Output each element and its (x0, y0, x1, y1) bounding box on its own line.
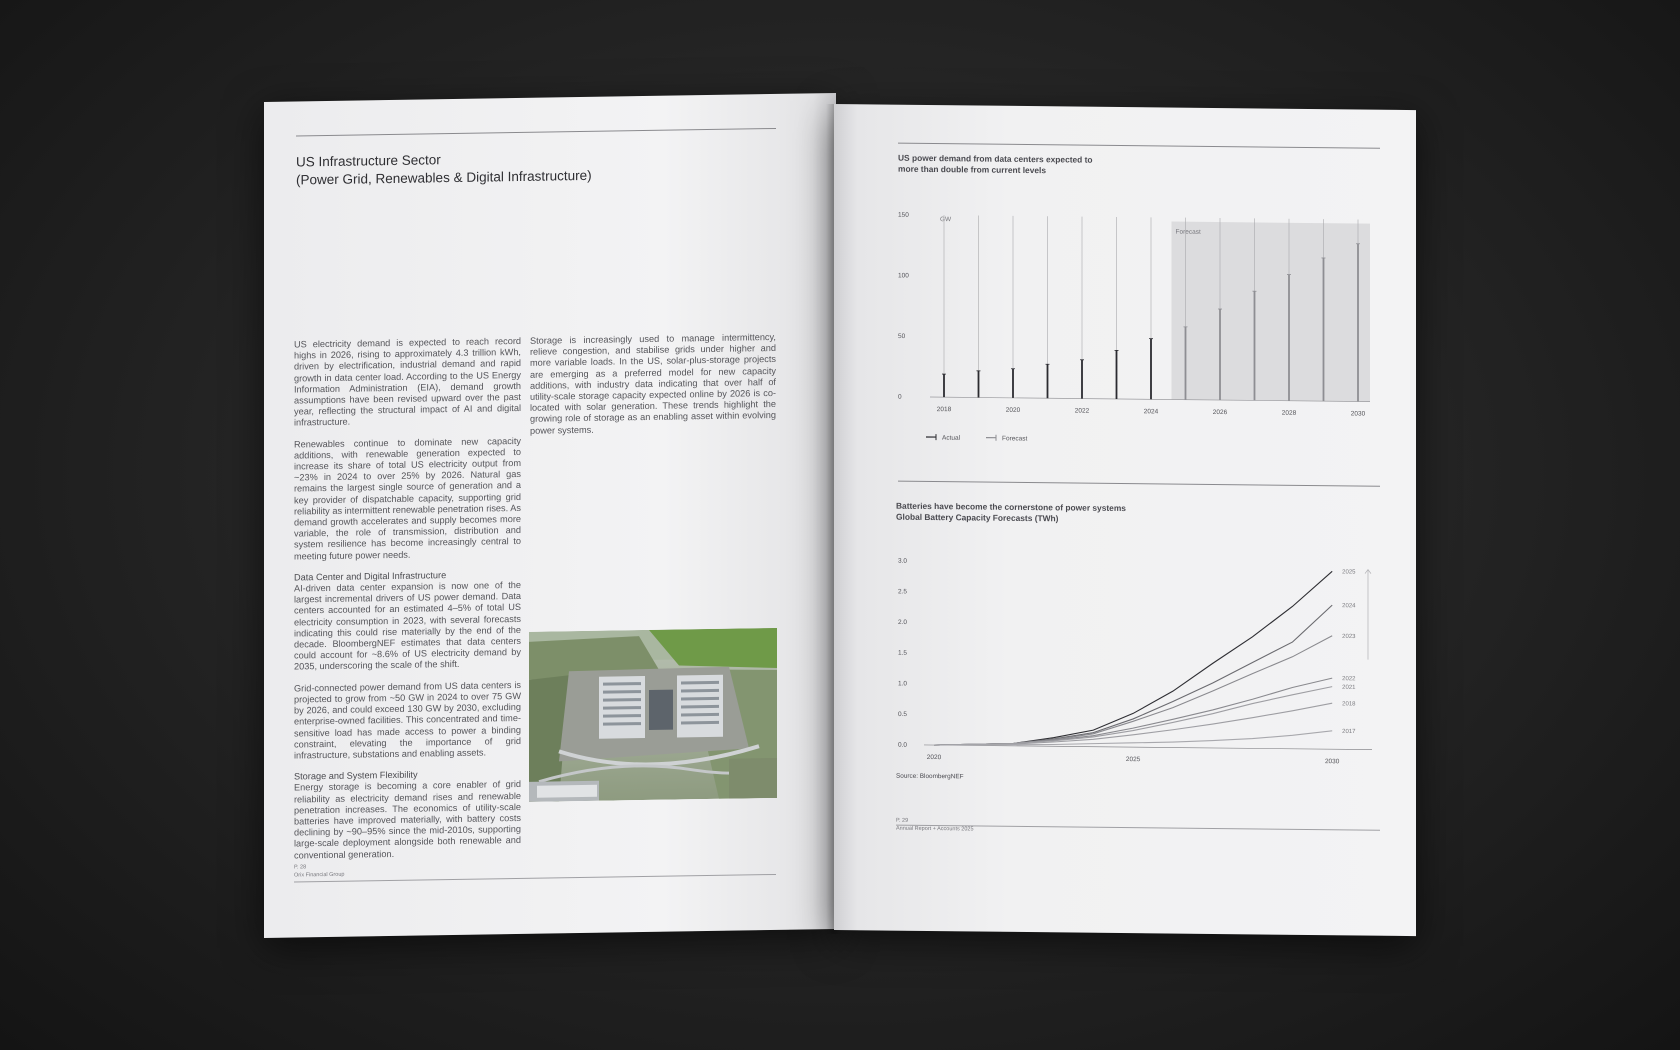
y-tick-label: 1.0 (898, 680, 908, 688)
series-line-2023 (934, 632, 1332, 750)
series-label-2025: 2025 (1342, 569, 1356, 576)
top-rule (296, 128, 776, 137)
series-line-2024 (934, 601, 1332, 749)
x-tick-label-2024: 2024 (1143, 408, 1159, 416)
title-line-2: (Power Grid, Renewables & Digital Infrastructure) (296, 167, 592, 188)
forecast-region-label: Forecast (1175, 228, 1201, 236)
page-title (296, 148, 616, 189)
y-tick-label: 0.5 (898, 711, 908, 719)
data-center-aerial-photo (529, 628, 777, 802)
series-line-2022 (934, 674, 1332, 749)
subheading-data-center: Data Center and Digital Infrastructure (294, 569, 447, 583)
right-page-number: P. 29 (896, 817, 909, 824)
paragraph-data-center: AI-driven data center expansion is now one of the largest incremental drivers of US power demand. Data centers accounted for an estimated 4–5% of total US electricity consumption in 2023, with several forecasts indicating this could rise materially by the end of the decade. BloombergNEF estimates that data centers could account for ~8.6% of US electricity demand by 2035, underscoring the scale of the shift. (294, 580, 521, 673)
paragraph-renewables: Renewables continue to dominate new capacity additions, with renewable generation expected to increase its share of total US electricity output from ~23% in 2024 to over 25% by 2026. Natural gas remains the largest single source of generation and a key provider of dispatchable capacity, supporting grid reliability as intermittent renewable penetration rises. As demand growth accelerates and supply becomes more variable, the role of transmission, distribution and system resilience has become increasingly central to meeting future power needs. (294, 435, 521, 562)
paragraph-demand: US electricity demand is expected to reach record highs in 2026, rising to approximately 4.3 trillion kWh, driven by electrification, industrial demand and rapid growth in data center load. According to the US Energy Information Administration (EIA), demand growth assumptions have been revised upward over the past year, reflecting the structural impact of AI and digital infrastructure. (294, 335, 521, 428)
left-page (264, 93, 836, 938)
paragraph-storage-trends: Storage is increasingly used to manage intermittency, relieve congestion, and stabilise grids under higher and more variable loads. In the US, solar-plus-storage projects are emerging as a preferred model for new capacity additions, with industry data indicating that over half of utility-scale storage capacity expected online by 2026 is co-located with solar generation. These trends highlight the growing role of storage as an enabling asset within evolving power systems. (530, 331, 776, 436)
y-tick-label: 2.5 (898, 588, 908, 596)
chart2-title (896, 501, 1216, 525)
left-folio (294, 863, 344, 880)
text-column-right (530, 332, 776, 447)
y-tick-label: 1.5 (898, 649, 908, 657)
chart-source: Source: BloombergNEF (896, 772, 964, 781)
aerial-photo-image (529, 628, 777, 802)
bottom-rule (294, 874, 776, 883)
y-tick-label: 150 (898, 211, 909, 219)
x-axis-line (924, 745, 1372, 750)
chart1-title (898, 153, 1198, 177)
legend-label-actual: Actual (942, 434, 961, 442)
x-tick-label-2022: 2022 (1074, 407, 1090, 415)
x-tick-label-2028: 2028 (1281, 409, 1297, 417)
x-tick-label-2025: 2025 (1125, 756, 1141, 764)
right-page (834, 104, 1416, 936)
series-label-2022: 2022 (1342, 676, 1356, 683)
series-label-2024: 2024 (1342, 603, 1356, 610)
y-tick-label: 50 (898, 333, 906, 341)
chart1-title-line-1: US power demand from data centers expected to (898, 152, 1093, 165)
right-publication-name: Annual Report + Accounts 2025 (896, 825, 974, 833)
x-tick-label-2030: 2030 (1324, 758, 1340, 766)
text-column-left (294, 336, 521, 871)
title-line-1: US Infrastructure Sector (296, 152, 441, 170)
chart2-title-line-1: Batteries have become the cornerstone of power systems (896, 500, 1126, 514)
forecast-shaded-region (1172, 222, 1371, 402)
series-label-2017: 2017 (1342, 728, 1356, 736)
paragraph-storage: Energy storage is becoming a core enabler of grid reliability as electricity demand rises and renewable penetration increases. The economics of utility-scale batteries have improved materially, with battery costs declining by ~90–95% since the mid-2010s, supporting large-scale deployment alongside both renewable and conventional generation. (294, 779, 521, 861)
chart2-title-line-2: Global Battery Capacity Forecasts (TWh) (896, 511, 1059, 523)
x-tick-label-2030: 2030 (1350, 410, 1366, 418)
unit-label: GW (940, 216, 952, 224)
series-line-2021 (934, 682, 1332, 749)
legend-label-forecast: Forecast (1002, 435, 1028, 443)
y-tick-label: 100 (898, 272, 909, 280)
left-publication-name: Orix Financial Group (294, 871, 345, 879)
paragraph-grid-connected: Grid-connected power demand from US data centers is projected to grow from ~50 GW in 2024 to over 75 GW by 2026, and could exceed 130 GW by 2030, excluding enterprise-owned facilities. This concentrated and time-sensitive load has made access to power a binding constraint, elevating the importance of grid infrastructure, substations and enabling assets. (294, 679, 521, 761)
x-tick-label-2026: 2026 (1212, 408, 1228, 417)
subheading-storage: Storage and System Flexibility (294, 769, 418, 782)
series-label-2021: 2021 (1342, 684, 1356, 691)
series-label-2023: 2023 (1342, 633, 1356, 640)
chart1-title-line-2: more than double from current levels (898, 163, 1046, 175)
battery-capacity-chart (894, 545, 1384, 770)
y-tick-label: 2.0 (898, 619, 908, 627)
left-page-number: P. 28 (294, 864, 307, 871)
series-line-2018 (934, 699, 1332, 749)
chart1-top-rule (898, 143, 1380, 149)
y-tick-label: 0 (898, 393, 902, 401)
y-tick-label: 0.0 (898, 741, 908, 749)
series-label-2018: 2018 (1342, 701, 1356, 708)
x-tick-label-2020: 2020 (926, 753, 942, 762)
y-tick-label: 3.0 (898, 557, 908, 565)
x-tick-label-2020: 2020 (1005, 406, 1021, 414)
data-center-demand-chart (894, 205, 1384, 490)
x-tick-label-2018: 2018 (936, 406, 952, 414)
